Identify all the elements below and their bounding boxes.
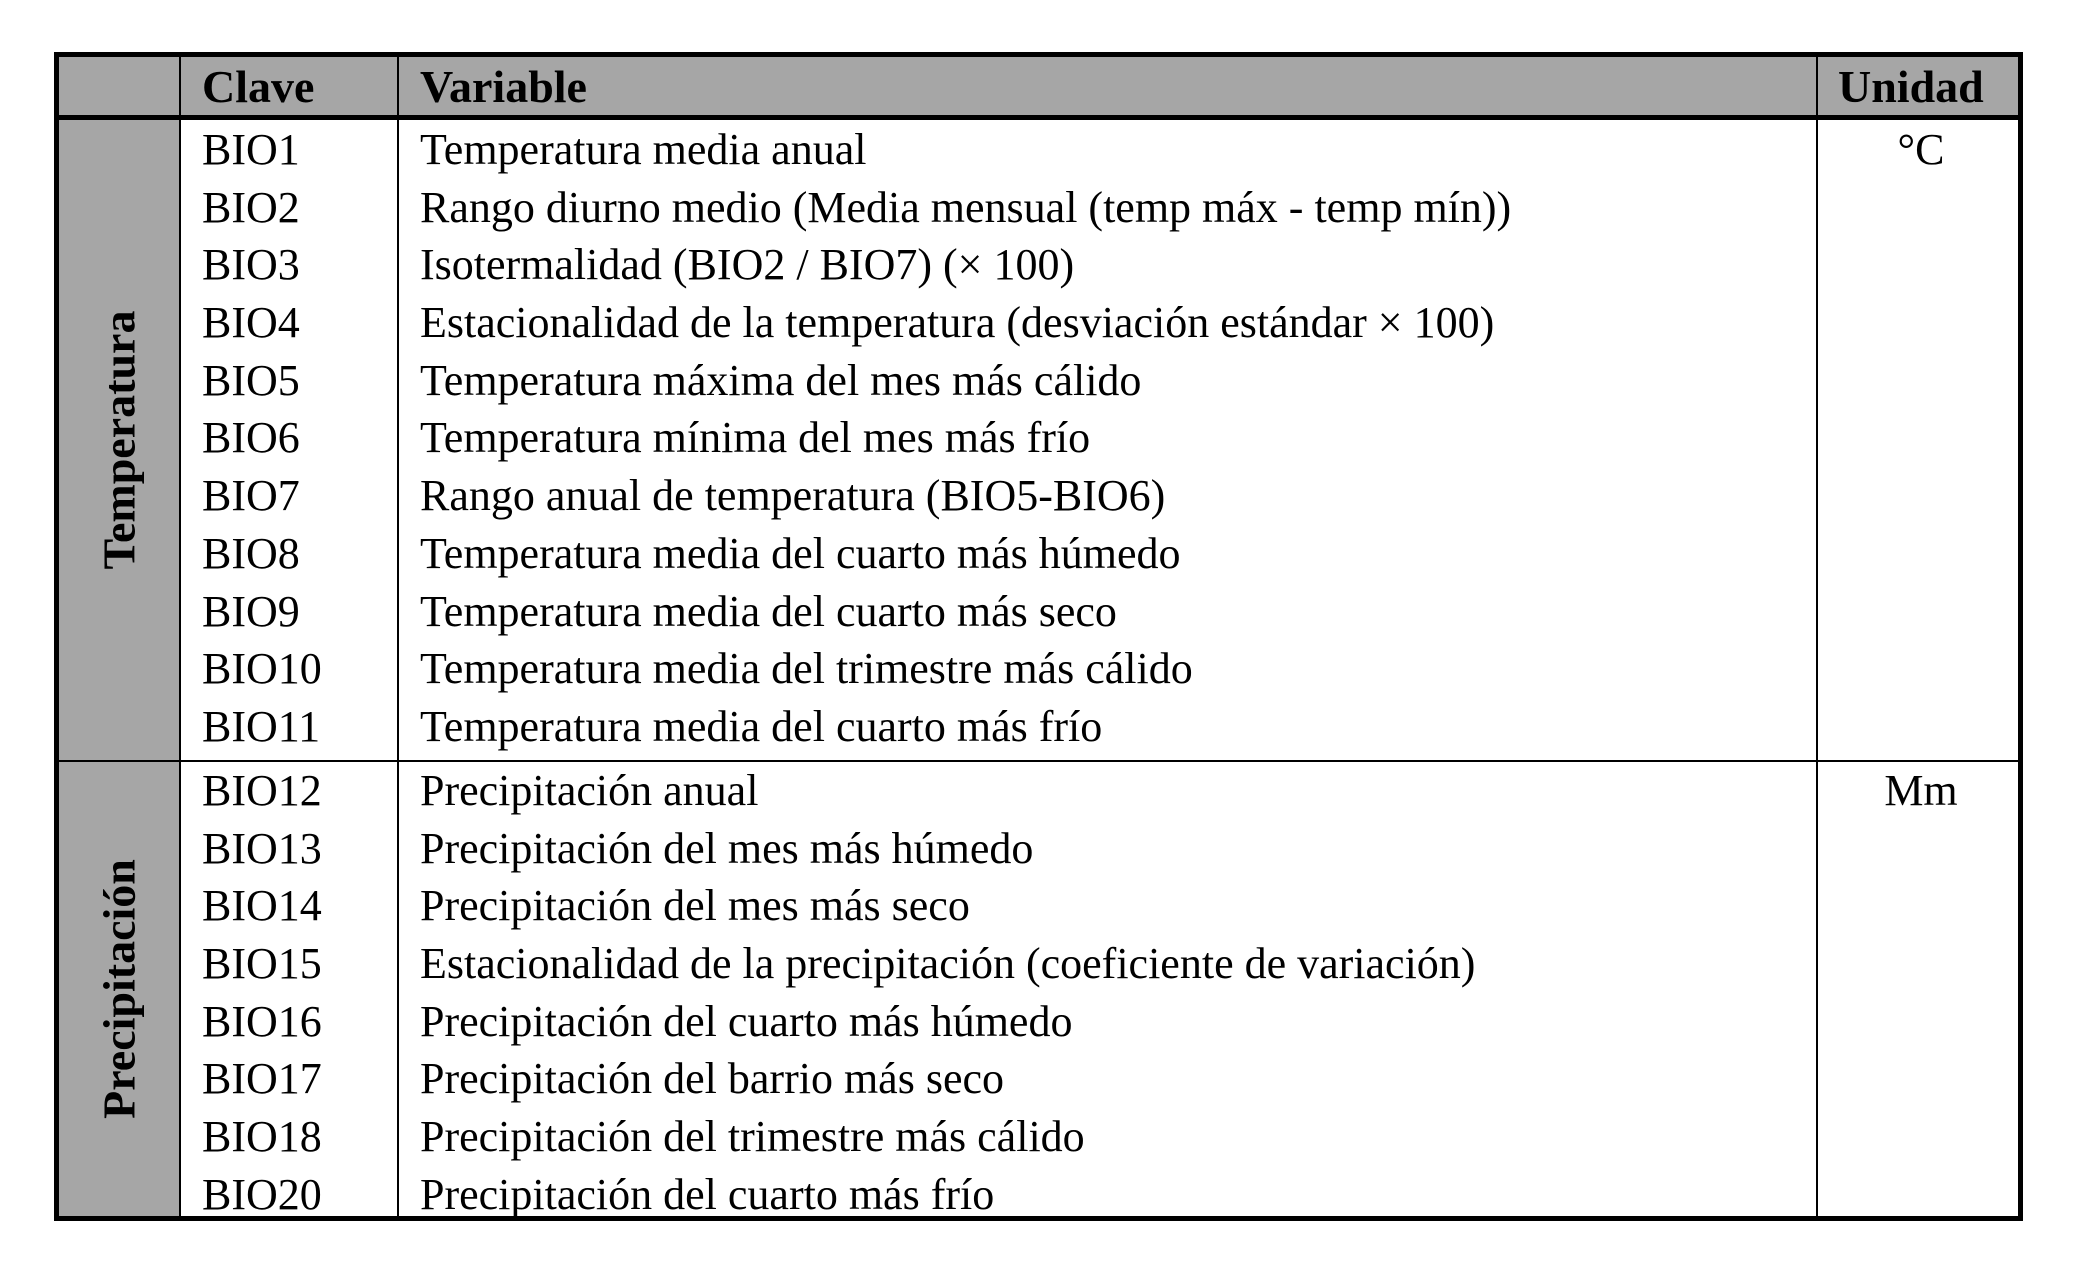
table-row: [59, 236, 2018, 294]
table-row: [59, 1050, 2018, 1108]
variable-cell: Temperatura media del cuarto más húmedo: [420, 528, 1181, 578]
table-row: [59, 1108, 2018, 1166]
table-row: [59, 179, 2018, 237]
key-cell: BIO11: [202, 701, 321, 751]
unit-precipitation: Mm: [1884, 766, 1958, 815]
variable-cell: Precipitación del barrio más seco: [420, 1054, 1005, 1104]
group-label-precipitation: Precipitación: [93, 859, 145, 1119]
variable-cell: Precipitación del mes más seco: [420, 881, 970, 931]
variable-cell: Precipitación del trimestre más cálido: [420, 1112, 1085, 1162]
variable-cell: Temperatura máxima del mes más cálido: [420, 355, 1142, 405]
key-cell: BIO20: [202, 1169, 322, 1219]
variable-cell: Precipitación anual: [420, 766, 759, 815]
unit-temperature: °C: [1897, 125, 1945, 174]
table-row: [59, 583, 2018, 641]
key-cell: BIO5: [202, 355, 300, 405]
key-cell: BIO3: [202, 240, 300, 290]
key-cell: BIO4: [202, 298, 300, 348]
variable-cell: Estacionalidad de la precipitación (coeficiente de variación): [420, 939, 1476, 989]
key-cell: BIO16: [202, 996, 322, 1046]
key-cell: BIO13: [202, 823, 322, 873]
group-label-temperature: Temperatura: [93, 310, 145, 570]
key-cell: BIO10: [202, 644, 322, 694]
key-cell: BIO18: [202, 1112, 322, 1162]
bioclimatic-variables-table: [54, 52, 2023, 1221]
key-cell: BIO14: [202, 881, 322, 931]
variable-cell: Precipitación del mes más húmedo: [420, 823, 1034, 873]
table-row: [59, 762, 2018, 820]
table-header: [59, 57, 2018, 120]
variable-cell: Rango anual de temperatura (BIO5-BIO6): [420, 471, 1166, 521]
table-row: [59, 877, 2018, 935]
key-cell: BIO6: [202, 413, 300, 463]
variable-cell: Precipitación del cuarto más frío: [420, 1169, 995, 1219]
variable-cell: Temperatura media del cuarto más seco: [420, 586, 1117, 636]
table-row: [59, 640, 2018, 698]
variable-cell: Temperatura media del cuarto más frío: [420, 701, 1103, 751]
table-row: [59, 294, 2018, 352]
variable-cell: Estacionalidad de la temperatura (desviación estándar × 100): [420, 298, 1495, 348]
table-row: [59, 935, 2018, 993]
table-row: [59, 993, 2018, 1051]
variable-cell: Temperatura media anual: [420, 125, 867, 174]
key-cell: BIO9: [202, 586, 300, 636]
variable-cell: Precipitación del cuarto más húmedo: [420, 996, 1073, 1046]
table-row: [59, 1166, 2018, 1224]
key-cell: BIO8: [202, 528, 300, 578]
key-cell: BIO17: [202, 1054, 322, 1104]
table-row: [59, 121, 2018, 179]
header-unit: Unidad: [1838, 61, 1984, 112]
temperature-rows: [59, 121, 2018, 756]
table-row: [59, 698, 2018, 756]
variable-cell: Temperatura mínima del mes más frío: [420, 413, 1091, 463]
precipitation-rows: [59, 762, 2018, 1224]
table-row: [59, 467, 2018, 525]
table-row: [59, 409, 2018, 467]
key-cell: BIO7: [202, 471, 300, 521]
header-key: Clave: [202, 61, 315, 112]
key-cell: BIO15: [202, 939, 322, 989]
variable-cell: Temperatura media del trimestre más cálido: [420, 644, 1193, 694]
variable-cell: Rango diurno medio (Media mensual (temp máx - temp mín)): [420, 182, 1512, 232]
table-row: [59, 820, 2018, 878]
table-row: [59, 525, 2018, 583]
key-cell: BIO2: [202, 182, 300, 232]
variable-cell: Isotermalidad (BIO2 / BIO7) (× 100): [420, 240, 1075, 290]
key-cell: BIO12: [202, 766, 322, 815]
table-row: [59, 352, 2018, 410]
header-variable: Variable: [420, 61, 587, 112]
key-cell: BIO1: [202, 125, 300, 174]
